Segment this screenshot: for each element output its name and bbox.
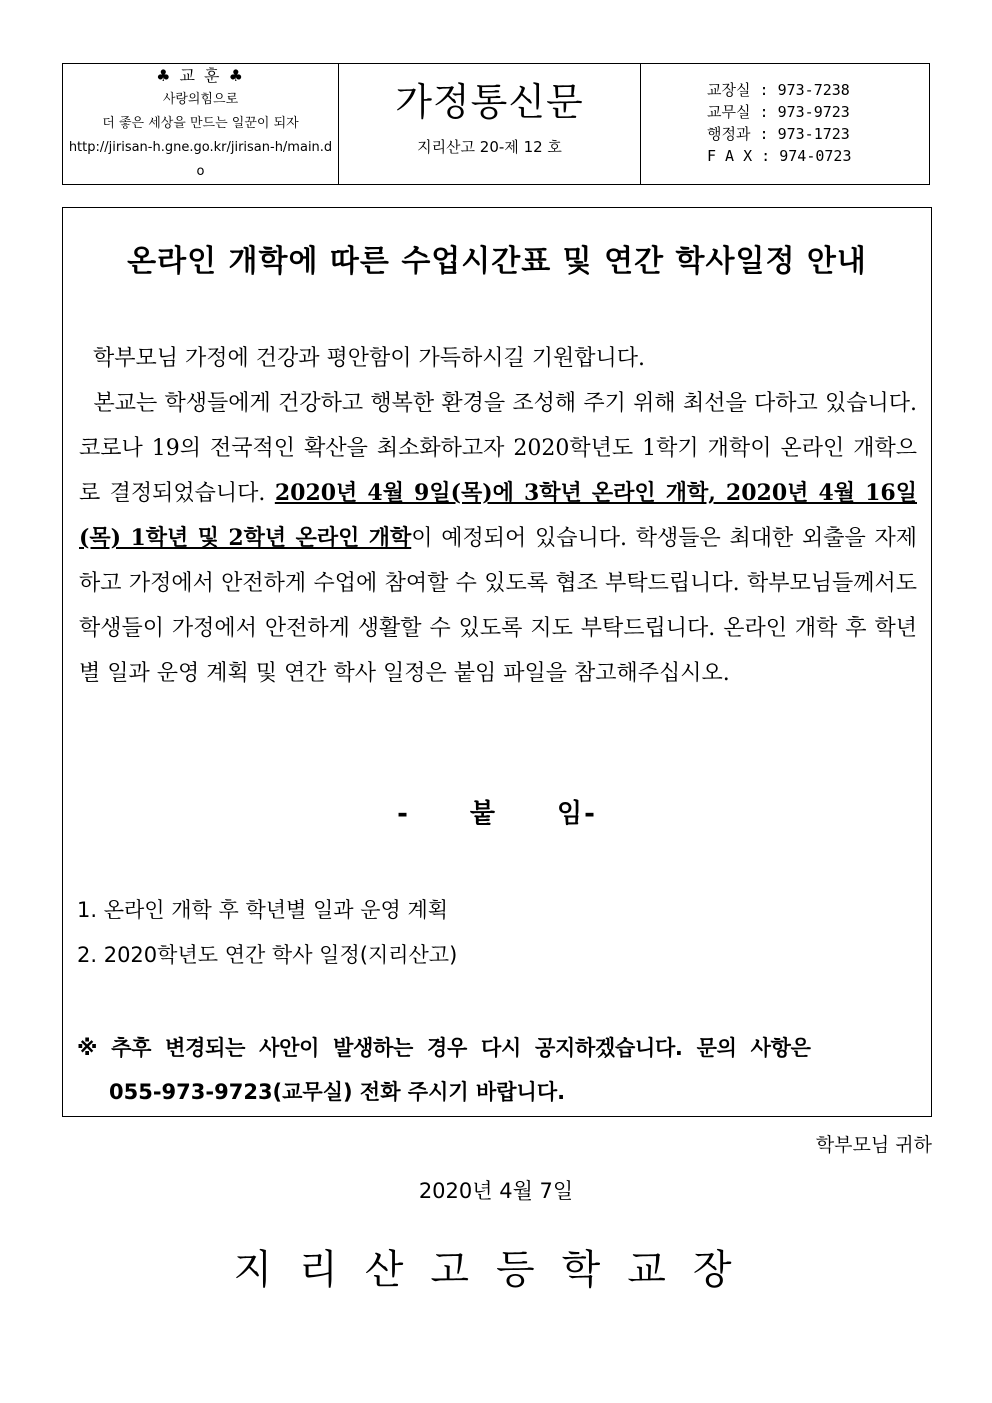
school-motto <box>63 64 339 184</box>
motto-line: 더 좋은 세상을 만드는 일꾼이 되자 <box>102 116 299 131</box>
principal-signature: 지리산고등학교장 <box>233 1247 759 1293</box>
main-paragraph: 본교는 학생들에게 건강하고 행복한 환경을 조성해 주기 위해 최선을 다하고 있습니다. 코로나 19의 전국적인 확산을 최소화하고자 2020학년도 1학기 개학이 온라인 개학으로 결정되었습니다. 2020년 4월 9일(목)에 3학년 온라인 개학, 2020년 4월 16일(목) 1학년 및 2학년 온라인 개학이 예정되어 있습니다. 학생들은 최대한 외출을 자제하고 가정에서 안전하게 수업에 참여할 수 있도록 협조 부탁드립니다. 학부모님들께서도 학생들이 가정에서 안전하게 생활할 수 있도록 지도 부탁드립니다. 온라인 개학 후 학년별 일과 운영 계획 및 연간 학사 일정은 붙임 파일을 참고해주십시오. <box>79 391 917 686</box>
contact-row: F A X : 974-0723 <box>707 147 852 165</box>
attachment-heading: - 붙 임- <box>397 799 597 829</box>
issue-date: 2020년 4월 7일 <box>418 1179 574 1203</box>
notice-line: ※ 추후 변경되는 사안이 발생하는 경우 다시 공지하겠습니다. 문의 사항은 <box>77 1036 811 1060</box>
body-text <box>79 336 917 696</box>
document-title: 온라인 개학에 따른 수업시간표 및 연간 학사일정 안내 <box>127 244 867 279</box>
notice-line: 055-973-9723(교무실) 전화 주시기 바랍니다. <box>109 1080 566 1104</box>
contact-row: 교장실 : 973-7238 <box>707 81 850 99</box>
motto-line: 사랑의힘으로 <box>162 92 239 107</box>
newsletter-header <box>62 63 930 185</box>
change-notice <box>77 1026 917 1114</box>
contact-list <box>641 64 929 184</box>
attachment-item: 1. 온라인 개학 후 학년별 일과 운영 계획 <box>77 898 449 922</box>
motto-title: ♣ 교 훈 ♣ <box>156 66 245 85</box>
recipient: 학부모님 귀하 <box>815 1134 932 1156</box>
opening-dates: 2020년 4월 9일(목)에 3학년 온라인 개학, 2020년 4월 16일(목) 1학년 및 2학년 온라인 개학 <box>79 480 917 551</box>
contact-row: 교무실 : 973-9723 <box>707 103 850 121</box>
notice-body-box <box>62 207 932 1117</box>
issue-number: 지리산고 20-제 12 호 <box>417 138 562 156</box>
contact-row: 행정과 : 973-1723 <box>707 125 850 143</box>
attachment-item: 2. 2020학년도 연간 학사 일정(지리산고) <box>77 943 458 967</box>
school-url[interactable]: http://jirisan-h.gne.go.kr/jirisan-h/main.do <box>68 140 333 179</box>
attachment-list <box>77 888 457 978</box>
newsletter-title-cell <box>339 64 641 184</box>
newsletter-title: 가정통신문 <box>395 80 584 124</box>
greeting: 학부모님 가정에 건강과 평안함이 가득하시길 기원합니다. <box>93 346 646 371</box>
